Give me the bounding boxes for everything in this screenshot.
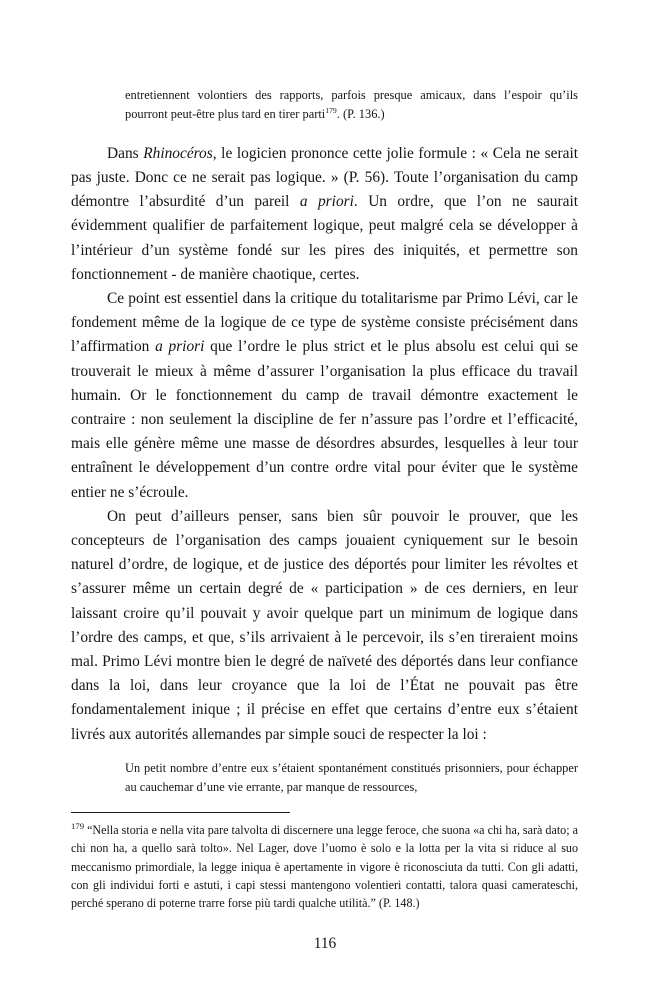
footnote-text: “Nella storia e nella vita pare talvolta di discernere una legge feroce, che suona «a chi ha, sarà dato; a chi non ha, a quello sarà tolto». Nel Lager, dove l’uomo è solo e la lotta per la vita si riduce al suo meccanismo primordiale, la legge iniqua è apertamente in vigore è riconosciuta da tutti. Con gli adatti, con gli individui forti e astuti, i capi stessi mantengono volentieri contatti, talora quasi camerateschi, perché sperano di poterne trarre forse più tardi qualche utilità.” (P. 148.) <box>71 823 578 911</box>
footnote-area <box>71 812 578 912</box>
paragraph-totalitarisme <box>71 287 578 505</box>
run-italic-rhinoceros: Rhinocéros, <box>143 144 217 162</box>
paragraph-concepteurs <box>71 505 578 747</box>
run-text: On peut d’ailleurs penser, sans bien sûr pouvoir le prouver, que les concepteurs de l’organisation des camps jouaient cyniquement sur le besoin naturel d’ordre, de logique, et de justice des déportés pour limiter les révoltes et s’assurer même un certain degré de « participation » de ces derniers, en leur laissant croire qu’il pouvait y avoir quelque part un minimum de logique dans l’ordre des camps, et que, s’ils arrivaient à le percevoir, ils s’en tireraient moins mal. Primo Lévi montre bien le degré de naïveté des déportés dans leur confiance dans la loi, dans leur croyance que la loi de l’État ne pouvait pas être fondamentalement inique ; il précise en effet que certains d’entre eux s’étaient livrés aux autorités allemandes par simple souci de respecter la loi : <box>71 507 578 743</box>
blockquote-bottom-paragraph: Un petit nombre d’entre eux s’étaient spontanément constitués prisonniers, pour échapper au cauchemar d’une vie errante, par manque de ressources, <box>125 760 578 795</box>
run-text: Ce point est essentiel dans la critique du totalitarisme par Primo Lévi, car le fondement même de la logique de ce type de système consiste précisément dans l’affirmation <box>71 290 578 356</box>
run-text: . Un ordre, que l’on ne saurait évidemment qualifier de parfaitement logique, peut malgré cela se développer à l’intérieur d’un système fondé sur les pires des iniquités, et permettre son fonctionnement - de manière chaotique, certes. <box>71 193 578 283</box>
run-text: le logicien prononce cette jolie formule : « Cela ne serait pas juste. Donc ce ne serait pas logique. » (P. 56). Toute l’organisation du camp démontre l’absurdité d’un pareil <box>71 144 579 211</box>
paragraph-rhinoceros <box>71 142 578 287</box>
run-text: que l’ordre le plus strict et le plus absolu est celui qui se trouverait le mieux à même d’assurer l’organisation la plus efficace du travail humain. Or le fonctionnement du camp de travail démontre exactement le contraire : non seulement la discipline de fer n’assure pas l’ordre et l’efficacité, mais elle génère même une masse de désordres absurdes, lesquelles à leur tour entraînent le développement d’un contre ordre vital pour éviter que le système entier ne s’écroule. <box>71 338 578 501</box>
run-italic-a-priori: a priori <box>155 338 205 356</box>
footnote-number: 179 <box>71 820 85 831</box>
blockquote-top-paragraph <box>125 86 578 125</box>
text-column <box>71 86 578 798</box>
footnote-179 <box>71 821 578 912</box>
blockquote-bottom <box>125 759 578 798</box>
blockquote-top <box>125 86 578 125</box>
footnote-reference-179[interactable]: 179 <box>325 106 337 116</box>
page-number: 116 <box>313 935 337 952</box>
blockquote-top-text-after-ref: . (P. 136.) <box>336 107 385 122</box>
blockquote-top-text-before-ref: entretiennent volontiers des rapports, parfois presque amicaux, dans l’espoir qu’ils pourront peut-être plus tard en tirer parti <box>125 88 578 122</box>
run-text: Dans <box>107 144 144 162</box>
footnote-separator-rule <box>71 812 290 813</box>
run-italic-a-priori: a priori <box>299 193 354 211</box>
